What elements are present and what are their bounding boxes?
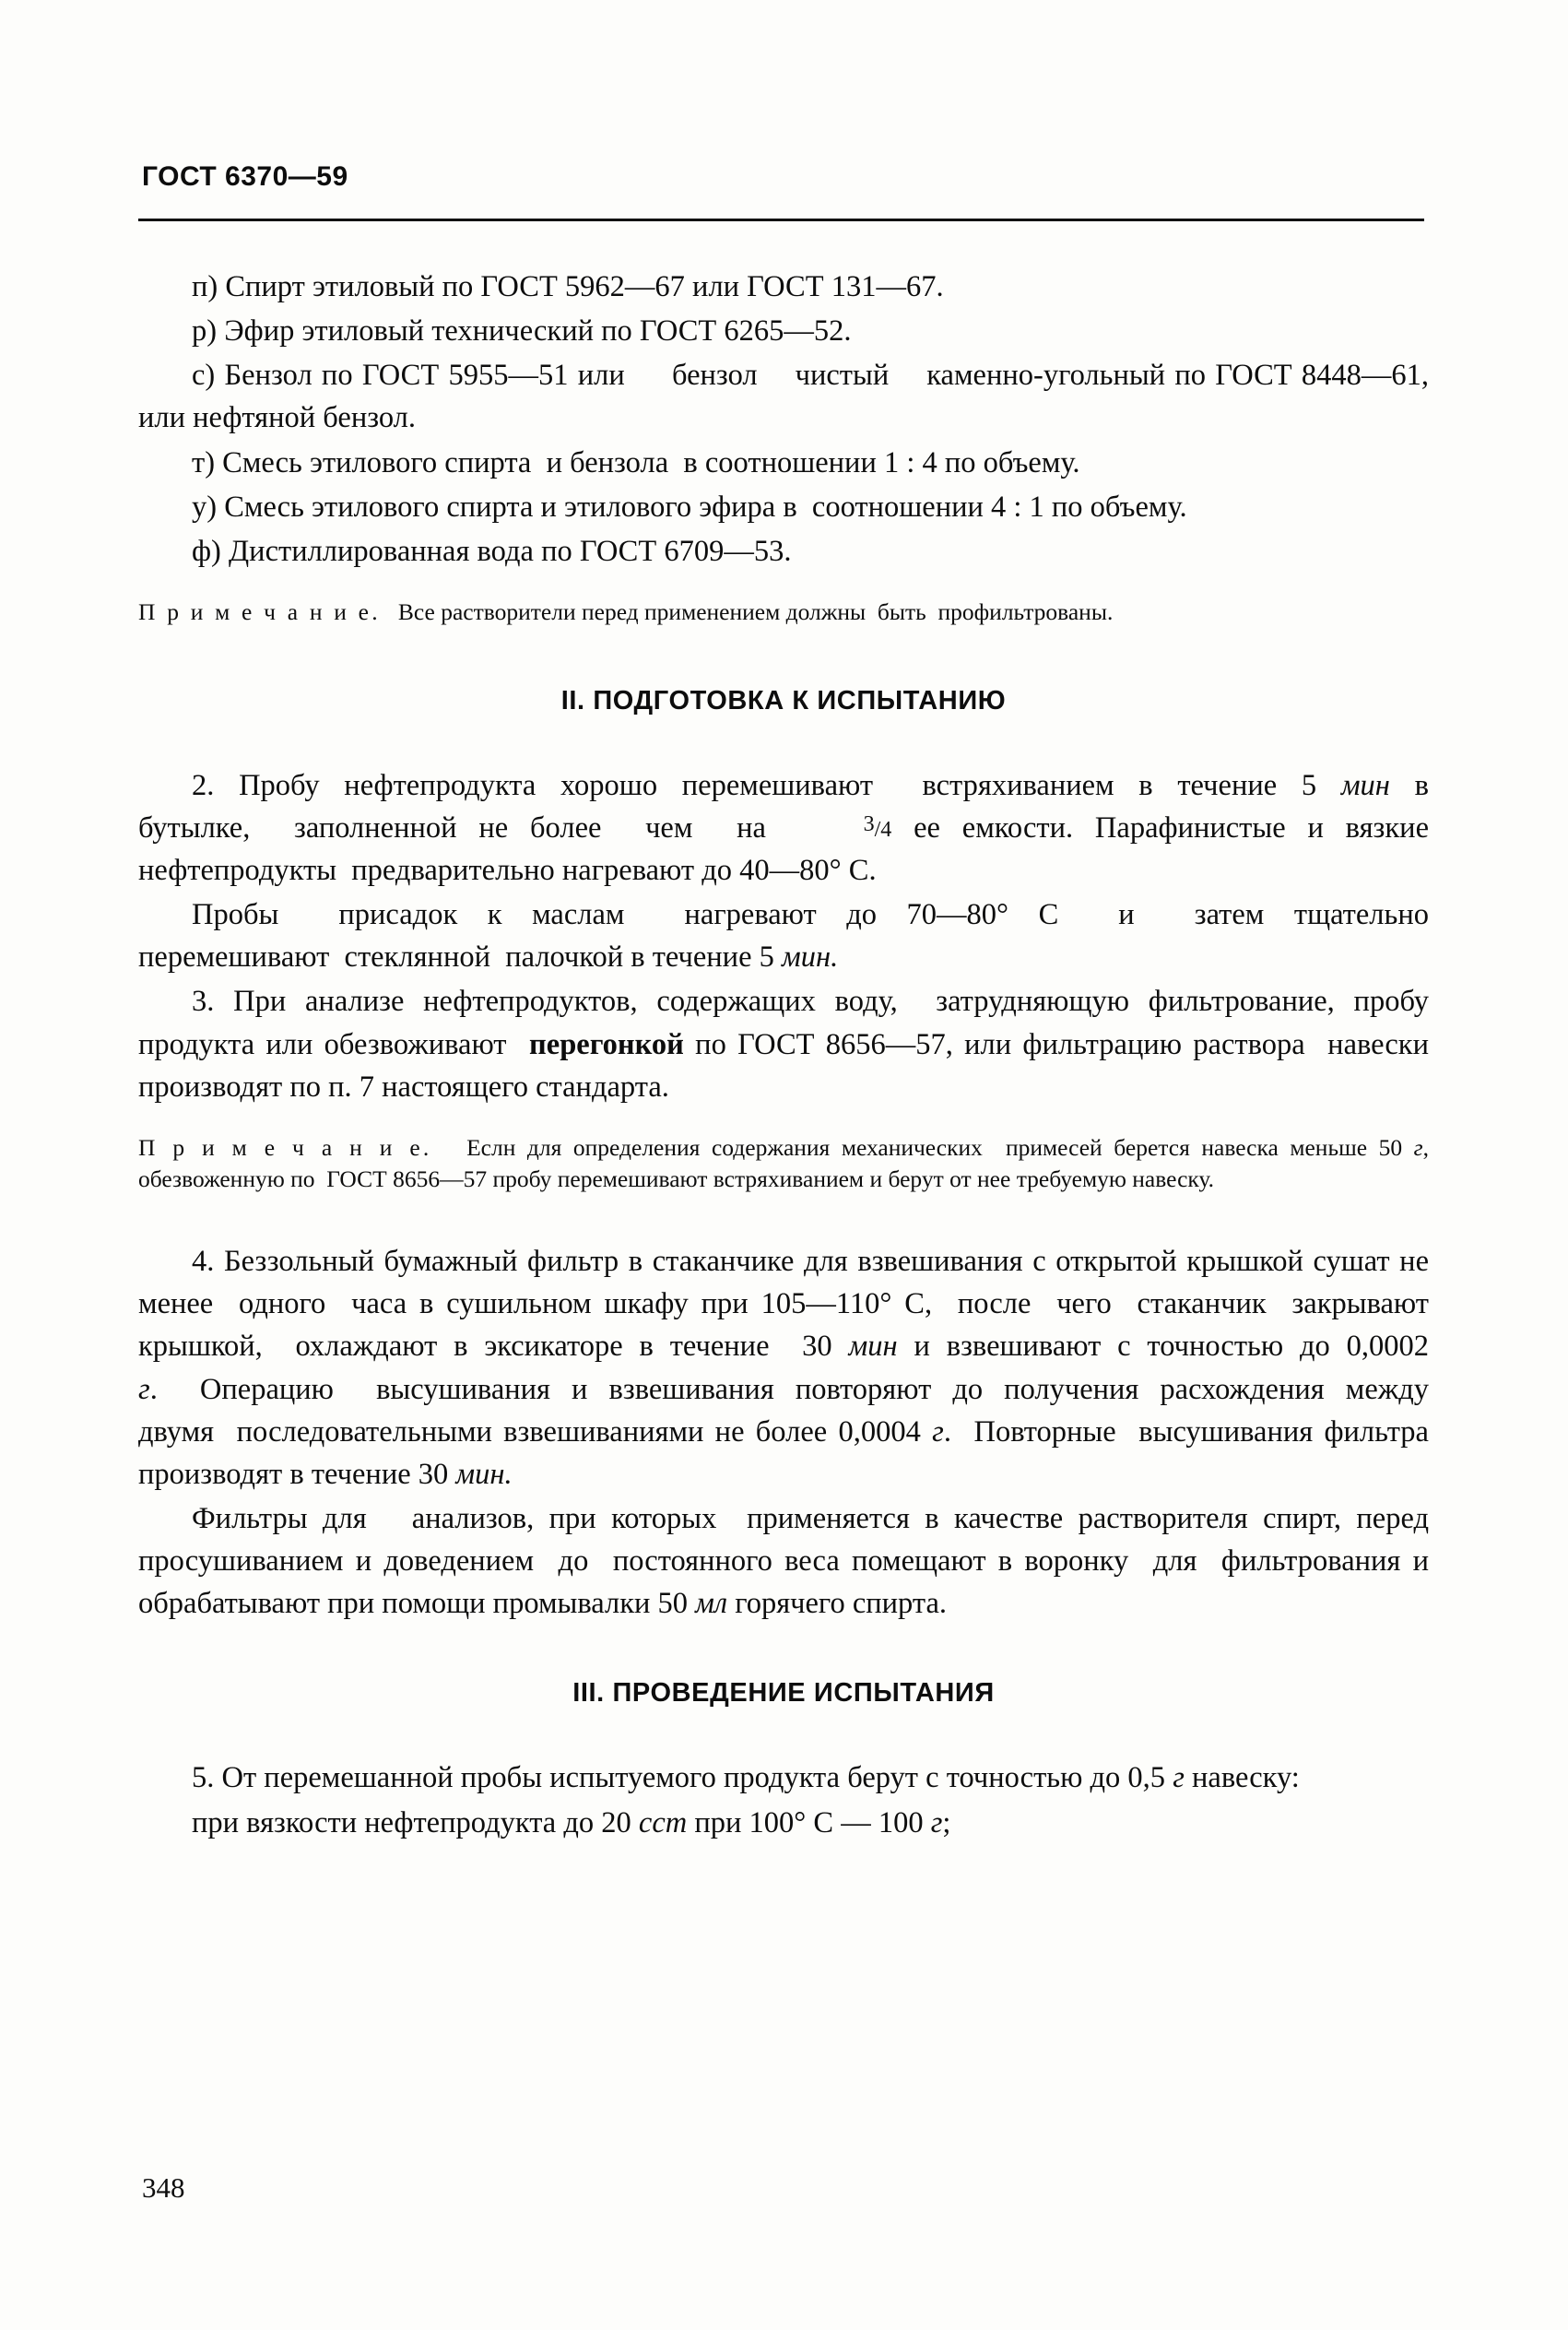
paragraph-4: 4. Беззольный бумажный фильтр в стаканчике для взвешивания с открытой крышкой сушат не менее одного часа в сушильном шкафу при 105—110° С, после чего стаканчик закрывают крышкой, охлаждают в эксикаторе в течение 30 мин и взвешивают с точностью до 0,0002 г. Операцию высушивания и взвешивания повторяют до получения расхождения между двумя последовательными взвешиваниями не более 0,0004 г. Повторные высушивания фильтра производят в течение 30 мин. <box>138 1245 1429 1491</box>
section-testing-body <box>138 1756 1429 1843</box>
section-preparation-body-2 <box>138 1240 1429 1625</box>
note-dewatering: П р и м е ч а н и е. Еслн для определения содержания механических примесей берется навеска меньше 50 г, обезвоженную по ГОСТ 8656—57 пробу перемешивают встряхиванием и берут от нее требуемую навеску. <box>138 1133 1429 1193</box>
note-label: П р и м е ч а н и е. <box>138 1133 432 1161</box>
note-label: П р и м е ч а н и е. <box>138 597 381 625</box>
section-heading-preparation: II. ПОДГОТОВКА К ИСПЫТАНИЮ <box>560 685 1007 716</box>
paragraph-5: 5. От перемешанной пробы испытуемого продукта берут с точностью до 0,5 г навеску: <box>192 1761 1300 1795</box>
list-item: п) Спирт этиловый по ГОСТ 5962—67 или ГОСТ 131—67. <box>192 270 944 303</box>
standard-code-header: ГОСТ 6370—59 <box>142 161 348 192</box>
section-heading-testing: III. ПРОВЕДЕНИЕ ИСПЫТАНИЯ <box>572 1678 995 1709</box>
page-content <box>138 0 1429 1844</box>
header-divider <box>138 219 1424 221</box>
paragraph-3: 3. При анализе нефтепродуктов, содержащих воду, затрудняющую фильтрование, пробу продукта или обезвоживают перегонкой по ГОСТ 8656—57, или фильтрацию раствора навески производят по п. 7 настоящего стандарта. <box>138 985 1429 1104</box>
paragraph-2: 2. Пробу нефтепродукта хорошо перемешивают встряхиванием в течение 5 мин в бутылке, заполненной не более чем на $^3$/4 ее емкости. Парафинистые и вязкие нефтепродукты предварительно нагревают до 40—80° С. <box>138 768 1429 887</box>
page-number: 348 <box>142 2171 185 2204</box>
paragraph-5b: при вязкости нефтепродукта до 20 сст при 100° С — 100 г; <box>192 1805 951 1839</box>
section-preparation-body <box>138 764 1429 1108</box>
paragraph-4b: Фильтры для анализов, при которых применяется в качестве растворителя спирт, перед просушиванием и доведением до постоянного веса помещают в воронку для фильтрования и обрабатывают при помощи промывалки 50 мл горячего спирта. <box>138 1501 1429 1621</box>
note-filters: П р и м е ч а н и е. Все растворители перед применением должны быть профильтрованы. <box>138 597 1114 625</box>
paragraph-2b: Пробы присадок к маслам нагревают до 70—80° C и затем тщательно перемешивают стеклянной палочкой в течение 5 мин. <box>138 898 1429 975</box>
list-item: у) Смесь этилового спирта и этилового эфира в соотношении 4 : 1 по объему. <box>192 490 1187 524</box>
list-item: ф) Дистиллированная вода по ГОСТ 6709—53. <box>192 534 792 568</box>
list-item: р) Эфир этиловый технический по ГОСТ 6265—52. <box>192 314 852 349</box>
list-item: с) Бензол по ГОСТ 5955—51 или бензол чистый каменно-угольный по ГОСТ 8448—61, или нефтяной бензол. <box>138 359 1429 435</box>
list-item: т) Смесь этилового спирта и бензола в соотношении 1 : 4 по объему. <box>192 445 1080 479</box>
materials-list <box>138 266 1429 573</box>
